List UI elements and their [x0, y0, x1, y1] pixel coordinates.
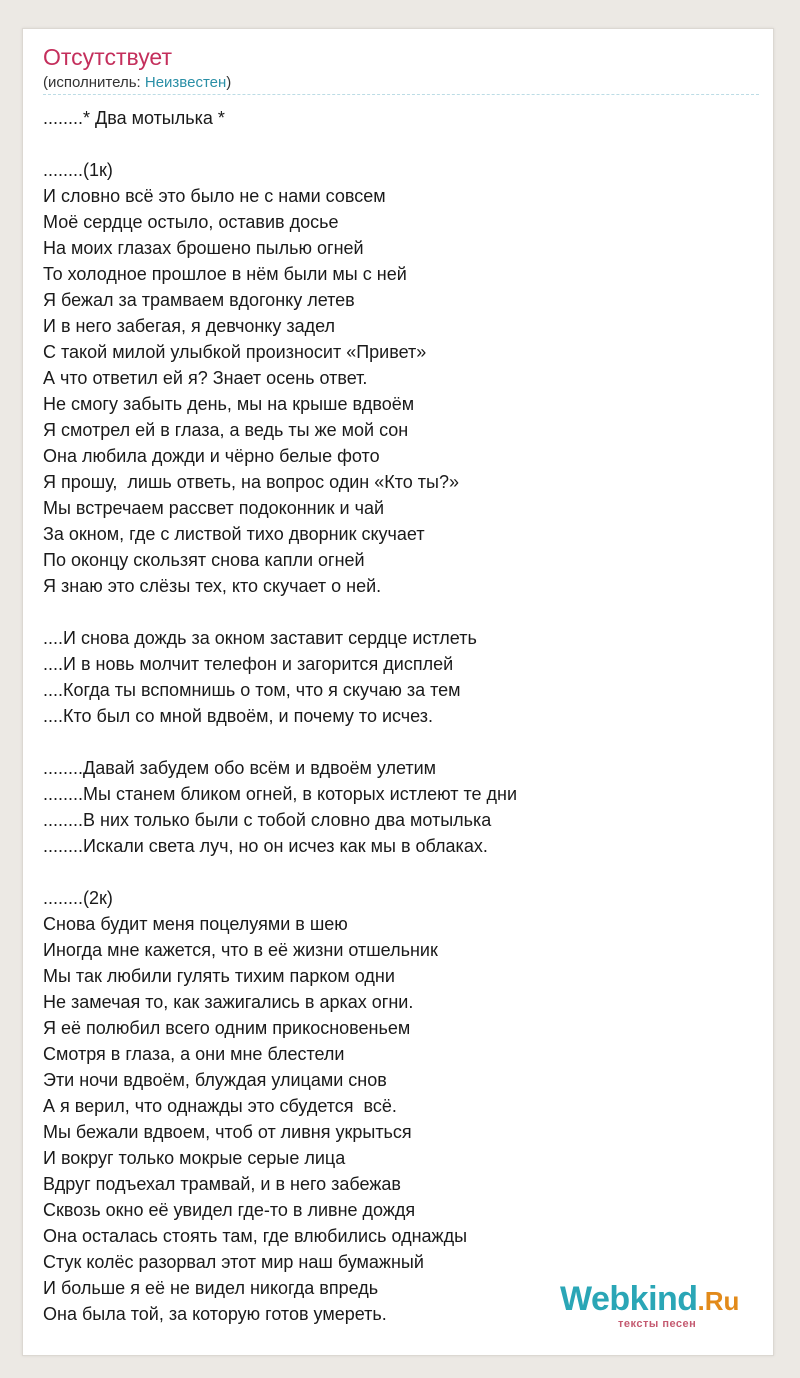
lyric-line: Эти ночи вдвоём, блуждая улицами снов [43, 1070, 387, 1090]
lyric-line: Сквозь окно её увидел где-то в ливне дождя [43, 1200, 416, 1220]
lyric-line: А что ответил ей я? Знает осень ответ. [43, 368, 368, 388]
lyric-line: Она осталась стоять там, где влюбились однажды [43, 1226, 468, 1246]
lyric-line: ....Кто был со мной вдвоём, и почему то исчез. [43, 706, 434, 726]
lyric-line: И больше я её не видел никогда впредь [43, 1278, 379, 1298]
logo-main-text: Webkind [560, 1280, 698, 1318]
lyric-line: ....Когда ты вспомнишь о том, что я скучаю за тем [43, 680, 461, 700]
artist-prefix: (исполнитель: [43, 74, 145, 91]
lyric-line: По оконцу скользят снова капли огней [43, 550, 365, 570]
logo-tld-text: .Ru [697, 1286, 740, 1316]
lyric-line: Мы бежали вдвоем, чтоб от ливня укрыться [43, 1122, 412, 1142]
header-divider [43, 94, 759, 95]
lyric-line: Не замечая то, как зажигались в арках огни. [43, 992, 414, 1012]
stanza-gap [43, 599, 759, 625]
lyric-line: Снова будит меня поцелуями в шею [43, 914, 348, 934]
lyric-line: Я прошу, лишь ответь, на вопрос один «Кто ты?» [43, 472, 460, 492]
lyric-line: Она любила дожди и чёрно белые фото [43, 446, 380, 466]
lyric-line: ........Мы станем бликом огней, в которых истлеют те дни [43, 784, 518, 804]
lyrics-card [22, 28, 774, 1356]
lyric-line: Стук колёс разорвал этот мир наш бумажный [43, 1252, 424, 1272]
lyric-line: То холодное прошлое в нём были мы с ней [43, 264, 407, 284]
lyric-line: Моё сердце остыло, оставив досье [43, 212, 339, 232]
lyric-line: ........Искали света луч, но он исчез как мы в облаках. [43, 836, 488, 856]
webkind-logo[interactable] [560, 1280, 740, 1330]
lyric-line: Я бежал за трамваем вдогонку летев [43, 290, 355, 310]
lyric-line: Она была той, за которую готов умереть. [43, 1304, 387, 1324]
lyric-line: ........В них только были с тобой словно два мотылька [43, 810, 492, 830]
lyric-line: Вдруг подъехал трамвай, и в него забежав [43, 1174, 401, 1194]
lyric-line: С такой милой улыбкой произносит «Привет» [43, 342, 427, 362]
lyric-line: ........(2к) [43, 888, 113, 908]
lyric-line: А я верил, что однажды это сбудется всё. [43, 1096, 397, 1116]
lyric-line: Я знаю это слёзы тех, кто скучает о ней. [43, 576, 382, 596]
lyric-line: На моих глазах брошено пылью огней [43, 238, 364, 258]
lyric-line: Иногда мне кажется, что в её жизни отшельник [43, 940, 438, 960]
song-title: Отсутствует [43, 44, 172, 70]
lyric-line: Не смогу забыть день, мы на крыше вдвоём [43, 394, 415, 414]
lyric-line: Я смотрел ей в глаза, а ведь ты же мой сон [43, 420, 409, 440]
lyric-line: Мы так любили гулять тихим парком одни [43, 966, 395, 986]
lyric-line: ....И в новь молчит телефон и загорится дисплей [43, 654, 454, 674]
lyric-line: Я её полюбил всего одним прикосновеньем [43, 1018, 411, 1038]
artist-link[interactable]: Неизвестен [144, 74, 227, 91]
artist-suffix: ) [226, 74, 232, 91]
stanza-gap [43, 131, 759, 157]
lyric-line: И словно всё это было не с нами совсем [43, 186, 386, 206]
artist-line [43, 73, 231, 93]
lyric-line: ........(1к) [43, 160, 113, 180]
lyric-line: Мы встречаем рассвет подоконник и чай [43, 498, 385, 518]
stanza-gap [43, 729, 759, 755]
stanza-gap [43, 859, 759, 885]
lyric-line: И в него забегая, я девчонку задел [43, 316, 336, 336]
lyric-line: ........* Два мотылька * [43, 108, 225, 128]
lyric-line: ....И снова дождь за окном заставит сердце истлеть [43, 628, 477, 648]
lyric-line: За окном, где с листвой тихо дворник скучает [43, 524, 425, 544]
lyrics-body [43, 105, 759, 1327]
lyric-line: Смотря в глаза, а они мне блестели [43, 1044, 345, 1064]
lyric-line: И вокруг только мокрые серые лица [43, 1148, 346, 1168]
logo-subtitle: тексты песен [618, 1318, 697, 1330]
lyric-line: ........Давай забудем обо всём и вдвоём улетим [43, 758, 437, 778]
